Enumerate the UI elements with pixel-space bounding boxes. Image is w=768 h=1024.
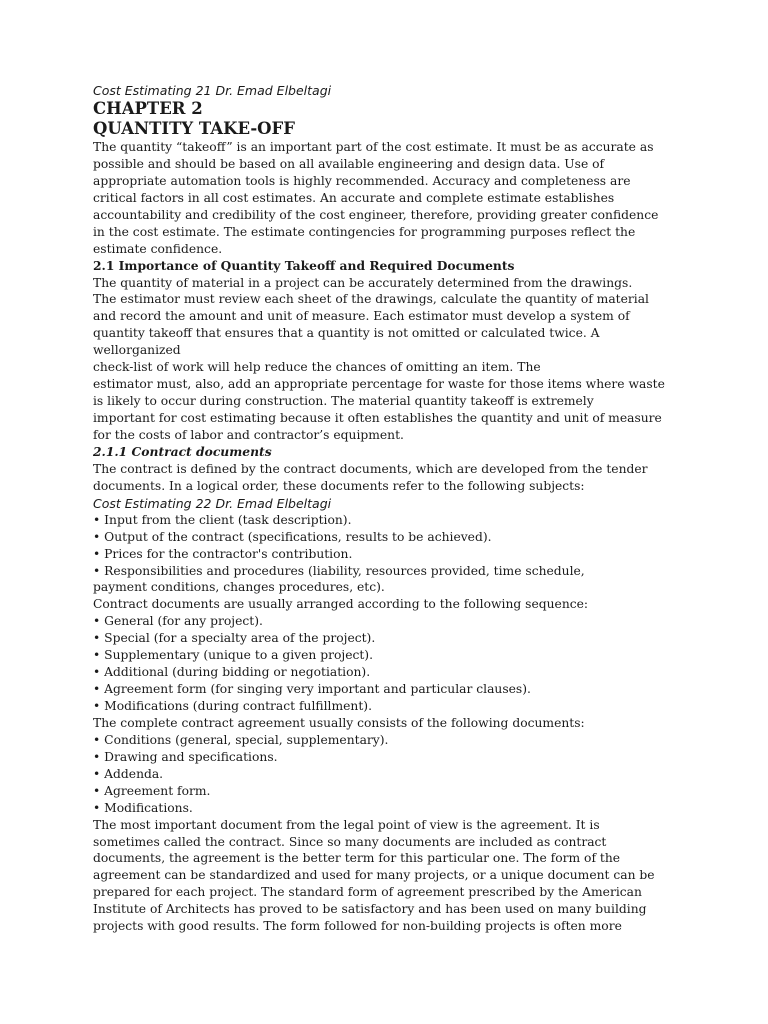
text-line: accountability and credibility of the cost engineer, therefore, providing greater confidence bbox=[93, 207, 659, 222]
text-line: important for cost estimating because it often establishes the quantity and unit of measure bbox=[93, 411, 662, 425]
list-item: • Agreement form. bbox=[93, 783, 211, 798]
text-line: sometimes called the contract. Since so many documents are included as contract bbox=[93, 834, 607, 849]
list-item: • Agreement form (for singing very important and particular clauses). bbox=[93, 682, 531, 697]
list-item: • Output of the contract (specifications, results to be achieved). bbox=[93, 529, 492, 544]
list-item: • Supplementary (unique to a given project). bbox=[93, 648, 374, 663]
list-item: • Drawing and specifications. bbox=[93, 749, 278, 764]
text-line: The contract is defined by the contract documents, which are developed from the tender bbox=[93, 461, 648, 476]
text-line: possible and should be based on all available engineering and design data. Use of bbox=[93, 156, 605, 171]
text-line: is likely to occur during construction. The material quantity takeoff is extremely bbox=[93, 394, 594, 409]
section-paragraph bbox=[93, 275, 753, 444]
document-page bbox=[93, 82, 753, 935]
text-line: prepared for each project. The standard form of agreement prescribed by the American bbox=[93, 885, 642, 900]
chapter-title: QUANTITY TAKE-OFF bbox=[93, 119, 295, 138]
intro-paragraph bbox=[93, 139, 753, 258]
text-line: The estimator must review each sheet of the drawings, calculate the quantity of material bbox=[93, 292, 649, 307]
text-line: documents, the agreement is the better term for this particular one. The form of the bbox=[93, 851, 621, 866]
text-line: The quantity “takeoff” is an important part of the cost estimate. It must be as accurate as bbox=[93, 140, 654, 154]
text-line: The quantity of material in a project can be accurately determined from the drawings. bbox=[93, 275, 633, 290]
text-line: Contract documents are usually arranged according to the following sequence: bbox=[93, 597, 589, 612]
text-line: The most important document from the legal point of view is the agreement. It is bbox=[93, 817, 600, 832]
text-line: and record the amount and unit of measure. Each estimator must develop a system of bbox=[93, 309, 630, 324]
text-line: The complete contract agreement usually consists of the following documents: bbox=[93, 715, 585, 730]
list-item: • Addenda. bbox=[93, 766, 164, 781]
list-item: • Modifications (during contract fulfillment). bbox=[93, 699, 372, 713]
list-item: • Additional (during bidding or negotiation). bbox=[93, 665, 371, 680]
list-item: • Responsibilities and procedures (liability, resources provided, time schedule, bbox=[93, 563, 585, 578]
text-line: wellorganized bbox=[93, 343, 181, 358]
section-heading: 2.1 Importance of Quantity Takeoff and Required Documents bbox=[93, 257, 515, 273]
subsection-heading: 2.1.1 Contract documents bbox=[93, 443, 272, 459]
page-header: Cost Estimating 21 Dr. Emad Elbeltagi bbox=[93, 83, 332, 98]
list-item: • Special (for a specialty area of the project). bbox=[93, 631, 376, 646]
list-item: • Input from the client (task description). bbox=[93, 512, 352, 527]
list-item: • Conditions (general, special, supplementary). bbox=[93, 732, 389, 747]
text-line: estimator must, also, add an appropriate percentage for waste for those items where waste bbox=[93, 377, 665, 392]
text-line: check-list of work will help reduce the chances of omitting an item. The bbox=[93, 360, 541, 375]
text-line: quantity takeoff that ensures that a quantity is not omitted or calculated twice. A bbox=[93, 326, 600, 341]
contract-documents-content bbox=[93, 512, 753, 935]
text-line: documents. In a logical order, these documents refer to the following subjects: bbox=[93, 478, 585, 493]
text-line: projects with good results. The form followed for non-building projects is often more bbox=[93, 919, 622, 934]
text-line: critical factors in all cost estimates. An accurate and complete estimate establishes bbox=[93, 190, 615, 205]
text-line: in the cost estimate. The estimate contingencies for programming purposes reflect the bbox=[93, 224, 636, 239]
text-line: appropriate automation tools is highly recommended. Accuracy and completeness are bbox=[93, 173, 631, 188]
list-item: • Prices for the contractor's contribution. bbox=[93, 546, 353, 561]
text-line: Institute of Architects has proved to be satisfactory and has been used on many building bbox=[93, 902, 647, 917]
text-line: for the costs of labor and contractor’s equipment. bbox=[93, 427, 404, 442]
list-item: • General (for any project). bbox=[93, 614, 263, 629]
chapter-heading: CHAPTER 2 bbox=[93, 99, 203, 118]
subsection-paragraph bbox=[93, 461, 753, 495]
text-line: estimate confidence. bbox=[93, 241, 223, 256]
list-item: • Modifications. bbox=[93, 800, 193, 815]
text-line: payment conditions, changes procedures, etc). bbox=[93, 580, 385, 595]
page-header: Cost Estimating 22 Dr. Emad Elbeltagi bbox=[93, 495, 332, 511]
text-line: agreement can be standardized and used for many projects, or a unique document can be bbox=[93, 868, 655, 883]
